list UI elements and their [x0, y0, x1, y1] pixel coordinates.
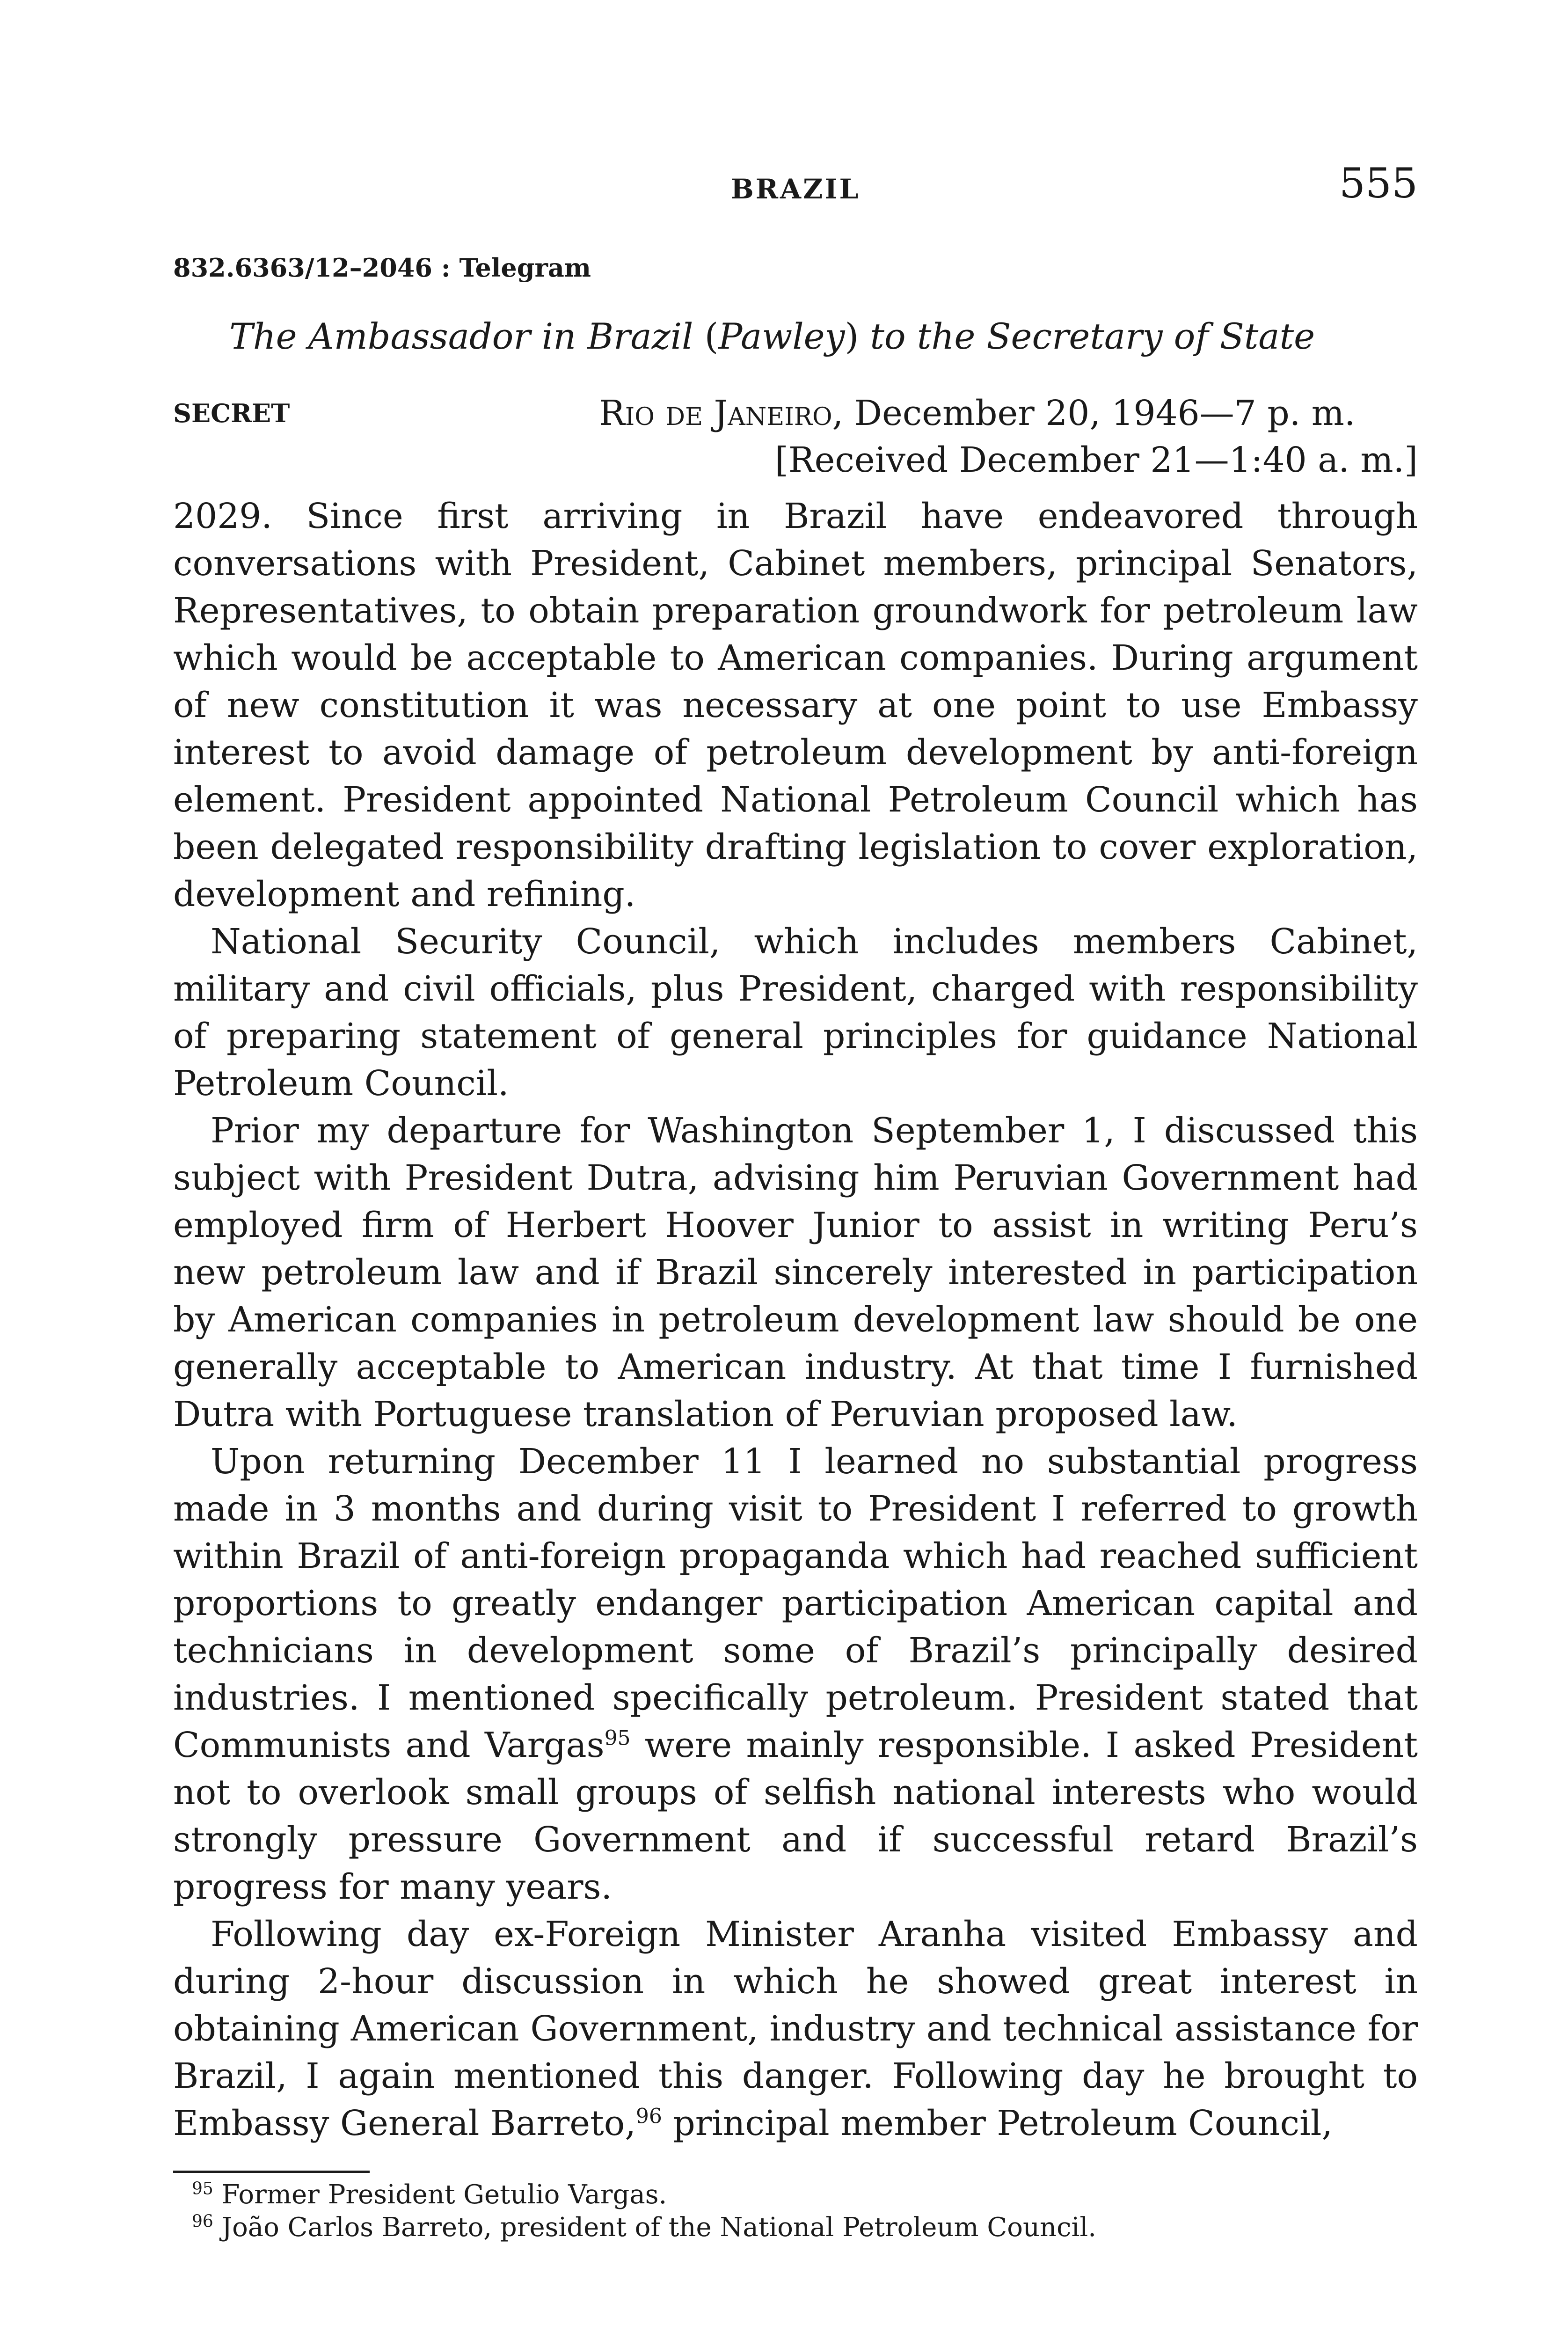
footnote-marker: 96 — [192, 2212, 213, 2231]
telegram-meta — [173, 390, 1418, 483]
paragraph-4-text-b: were mainly responsible. I asked President not to overlook small groups of selfish national interests who would strongly pressure Government and if successful retard Brazil’s progress for many years. — [173, 1725, 1418, 1907]
paragraph-1: 2029. Since first arriving in Brazil have endeavored through conversations with President, Cabinet members, principal Senators, Representatives, to obtain preparation groundwork for petroleum law which would be acceptable to American companies. During argument of new constitution it was necessary at one point to use Embassy interest to avoid damage of petroleum development by anti-foreign element. President appointed National Petroleum Council which has been delegated responsibility drafting legislation to cover exploration, development and refining. — [173, 496, 1418, 914]
heading-paren-close: ) — [845, 315, 859, 357]
paragraph-2: National Security Council, which includes members Cabinet, military and civil officials, plus President, charged with responsibility of preparing statement of general principles for guidance National Petroleum Council. — [173, 921, 1418, 1104]
paragraph-5-text-a: Following day ex-Foreign Minister Aranha visited Embassy and during 2-hour discussion in which he showed great interest in obtaining American Government, industry and technical assistance for Brazil, I again mentioned this danger. Following day he brought to Embassy General Barreto, — [173, 1914, 1418, 2143]
dateline-place: Rio de Janeiro — [599, 393, 832, 433]
footnote-marker: 95 — [192, 2179, 213, 2199]
footnote-divider — [173, 2171, 370, 2173]
footnote-text: João Carlos Barreto, president of the National Petroleum Council. — [213, 2212, 1097, 2243]
heading-text-post: to the Secretary of State — [859, 315, 1315, 357]
dateline — [599, 390, 1418, 437]
paragraph-4 — [173, 1438, 1418, 1911]
document-reference: 832.6363/12–2046 : Telegram — [173, 253, 591, 283]
paragraph-3: Prior my departure for Washington September 1, I discussed this subject with President Dutra, advising him Peruvian Government had employed firm of Herbert Hoover Junior to assist in writing Peru’s new petroleum law and if Brazil sincerely interested in participation by American companies in petroleum development law should be one generally acceptable to American industry. At that time I furnished Dutra with Portuguese translation of Peruvian proposed law. — [173, 1111, 1418, 1434]
document-heading — [229, 315, 1418, 357]
footnote-text: Former President Getulio Vargas. — [213, 2179, 667, 2210]
running-head-title: BRAZIL — [730, 173, 861, 205]
heading-name: Pawley — [718, 315, 845, 357]
footnote-ref-95: 95 — [604, 1726, 631, 1750]
heading-paren-open: ( — [704, 315, 719, 357]
footnote-95 — [173, 2179, 1418, 2211]
paragraph-5 — [173, 1911, 1418, 2147]
classification-label: SECRET — [173, 398, 290, 428]
footnotes — [173, 2179, 1418, 2244]
footnote-96 — [173, 2211, 1418, 2244]
telegram-body — [173, 493, 1418, 2147]
heading-text-pre: The Ambassador in Brazil — [229, 315, 705, 357]
footnote-ref-96: 96 — [635, 2104, 662, 2128]
paragraph-5-text-b: principal member Petroleum Council, — [662, 2103, 1333, 2143]
dateline-date: , December 20, 1946—7 p. m. — [832, 393, 1356, 433]
paragraph-4-text-a: Upon returning December 11 I learned no substantial progress made in 3 months and during visit to President I referred to growth within Brazil of anti-foreign propaganda which had reached sufficient proportions to greatly endanger participation American capital and technicians in development some of Brazil’s principally desired industries. I mentioned specifically petroleum. President stated that Communists and Vargas — [173, 1441, 1418, 1765]
received-line: [Received December 21—1:40 a. m.] — [775, 440, 1418, 480]
running-head — [173, 154, 1418, 225]
page-number: 555 — [1339, 159, 1418, 207]
document-page — [173, 154, 1418, 2244]
